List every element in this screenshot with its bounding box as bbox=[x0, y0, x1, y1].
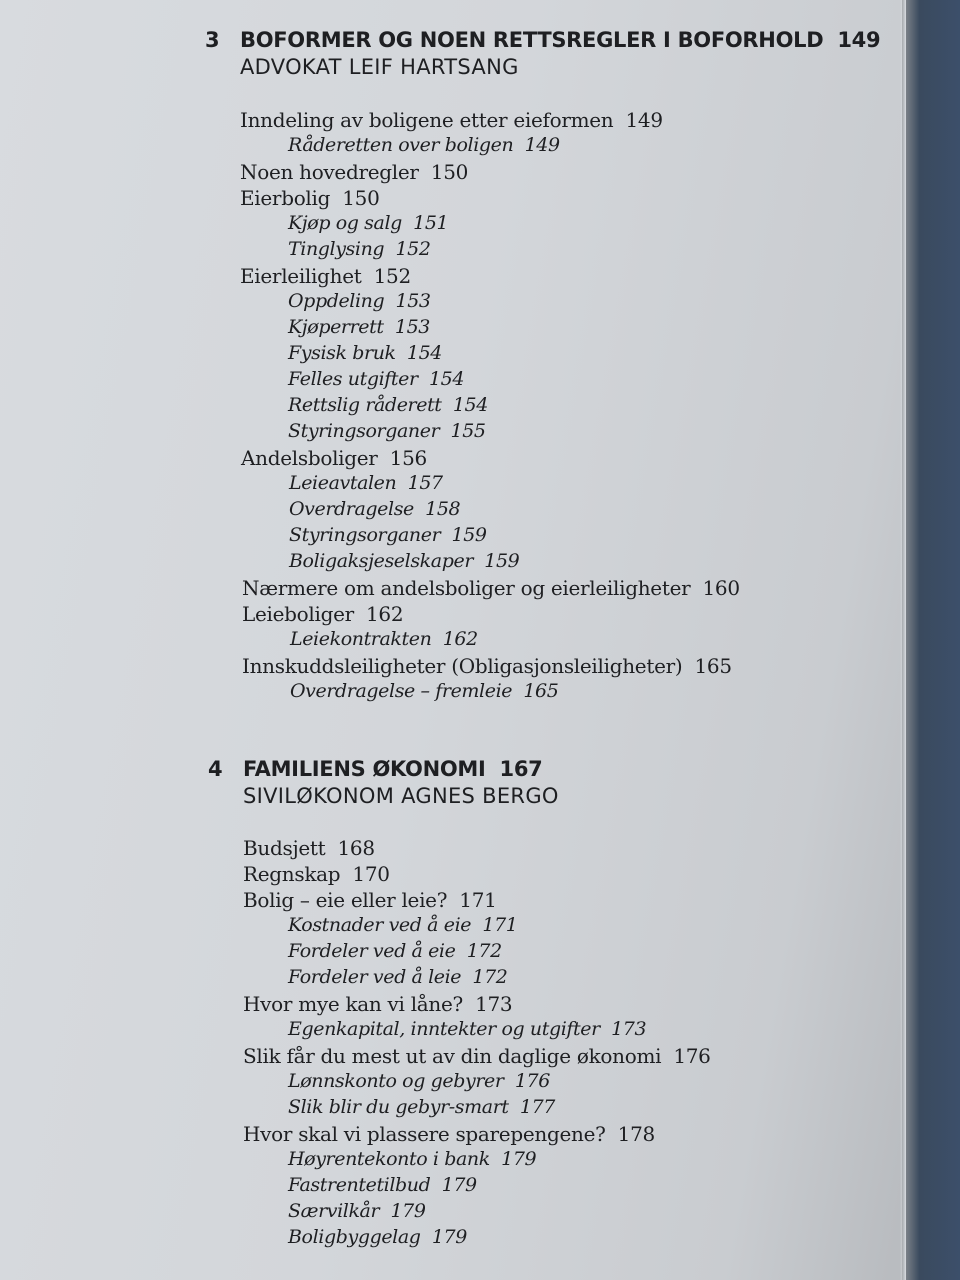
entry-page-number: 173 bbox=[599, 1018, 647, 1040]
entry-title: Leieavtalen bbox=[289, 472, 397, 494]
chapter-title-text: BOFORMER OG NOEN RETTSREGLER I BOFORHOLD bbox=[240, 28, 824, 52]
entry-page-number: 173 bbox=[462, 992, 513, 1016]
toc-subentry bbox=[288, 1148, 536, 1170]
entry-title: Eierbolig bbox=[240, 186, 331, 210]
entry-title: Leieboliger bbox=[242, 602, 354, 626]
entry-page-number: 176 bbox=[503, 1070, 550, 1092]
toc-subentry bbox=[288, 368, 464, 390]
toc-subentry bbox=[288, 420, 486, 442]
toc-subentry bbox=[288, 316, 430, 338]
entry-page-number: 165 bbox=[512, 680, 559, 702]
toc-subentry bbox=[288, 1174, 477, 1196]
entry-page-number: 149 bbox=[513, 134, 560, 156]
toc-entry bbox=[243, 1122, 655, 1146]
toc-subentry bbox=[288, 290, 431, 312]
toc-subentry bbox=[290, 680, 558, 702]
entry-page-number: 151 bbox=[401, 212, 449, 234]
entry-page-number: 152 bbox=[361, 264, 411, 288]
entry-page-number: 154 bbox=[417, 368, 465, 390]
entry-title: Kostnader ved å eie bbox=[288, 914, 472, 936]
entry-page-number: 172 bbox=[461, 966, 508, 988]
toc-subentry bbox=[288, 1096, 555, 1118]
entry-page-number: 179 bbox=[420, 1226, 467, 1248]
entry-page-number: 157 bbox=[396, 472, 443, 494]
entry-page-number: 178 bbox=[605, 1122, 655, 1146]
toc-entry bbox=[242, 602, 403, 626]
entry-title: Tinglysing bbox=[288, 238, 385, 260]
entry-title: Leiekontrakten bbox=[290, 628, 432, 650]
entry-title: Egenkapital, inntekter og utgifter bbox=[288, 1018, 600, 1040]
entry-title: Hvor mye kan vi låne? bbox=[243, 992, 463, 1016]
entry-page-number: 154 bbox=[395, 342, 443, 364]
entry-title: Rettslig råderett bbox=[288, 394, 442, 416]
toc-subentry bbox=[288, 914, 517, 936]
toc-entry bbox=[243, 862, 390, 886]
entry-page-number: 155 bbox=[439, 420, 486, 442]
entry-page-number: 170 bbox=[340, 862, 390, 886]
entry-page-number: 150 bbox=[418, 160, 469, 184]
entry-title: Overdragelse – fremleie bbox=[290, 680, 513, 702]
entry-title: Slik blir du gebyr-smart bbox=[288, 1096, 509, 1118]
entry-page-number: 162 bbox=[431, 628, 478, 650]
toc-entry bbox=[242, 576, 740, 600]
chapter-title-text: FAMILIENS ØKONOMI bbox=[243, 757, 486, 781]
entry-title: Andelsboliger bbox=[241, 446, 378, 470]
toc-subentry bbox=[288, 1200, 426, 1222]
entry-page-number: 152 bbox=[384, 238, 431, 260]
entry-title: Budsjett bbox=[243, 836, 326, 860]
entry-title: Nærmere om andelsboliger og eierleiligheter bbox=[242, 576, 691, 600]
toc-subentry bbox=[288, 966, 507, 988]
entry-title: Eierleilighet bbox=[240, 264, 362, 288]
toc-subentry bbox=[289, 472, 443, 494]
entry-title: Fysisk bruk bbox=[288, 342, 396, 364]
entry-title: Bolig – eie eller leie? bbox=[243, 888, 448, 912]
entry-page-number: 168 bbox=[325, 836, 375, 860]
entry-page-number: 179 bbox=[430, 1174, 477, 1196]
entry-page-number: 149 bbox=[613, 108, 663, 132]
toc-entry bbox=[240, 264, 411, 288]
entry-page-number: 171 bbox=[471, 914, 518, 936]
entry-title: Regnskap bbox=[243, 862, 341, 886]
entry-title: Kjøp og salg bbox=[288, 212, 402, 234]
entry-title: Råderetten over boligen bbox=[288, 134, 514, 156]
entry-title: Styringsorganer bbox=[289, 524, 441, 546]
toc-subentry bbox=[288, 238, 431, 260]
chapter-page-number: 149 bbox=[837, 28, 881, 52]
toc-subentry bbox=[289, 524, 487, 546]
chapter-title bbox=[240, 28, 880, 52]
chapter-author: ADVOKAT LEIF HARTSANG bbox=[240, 55, 519, 79]
entry-title: Særvilkår bbox=[288, 1200, 380, 1222]
toc-entry bbox=[243, 1044, 711, 1068]
entry-title: Boligaksjeselskaper bbox=[289, 550, 473, 572]
entry-page-number: 150 bbox=[330, 186, 380, 210]
entry-page-number: 171 bbox=[447, 888, 497, 912]
chapter-number: 4 bbox=[208, 757, 223, 781]
entry-title: Boligbyggelag bbox=[288, 1226, 421, 1248]
toc-subentry bbox=[288, 1018, 646, 1040]
entry-title: Styringsorganer bbox=[288, 420, 440, 442]
chapter-number: 3 bbox=[205, 28, 220, 52]
entry-title: Overdragelse bbox=[289, 498, 414, 520]
entry-title: Noen hovedregler bbox=[240, 160, 419, 184]
entry-page-number: 153 bbox=[384, 290, 431, 312]
toc-subentry bbox=[288, 342, 442, 364]
toc-entry bbox=[243, 888, 497, 912]
entry-page-number: 158 bbox=[413, 498, 461, 520]
toc-entry bbox=[241, 446, 427, 470]
entry-page-number: 160 bbox=[690, 576, 740, 600]
toc-entry bbox=[240, 186, 380, 210]
entry-title: Felles utgifter bbox=[288, 368, 418, 390]
toc-entry bbox=[242, 654, 732, 678]
entry-title: Kjøperrett bbox=[288, 316, 384, 338]
entry-title: Lønnskonto og gebyrer bbox=[288, 1070, 504, 1092]
entry-page-number: 179 bbox=[489, 1148, 537, 1170]
entry-title: Innskuddsleiligheter (Obligasjonsleiligheter) bbox=[242, 654, 683, 678]
entry-page-number: 176 bbox=[661, 1044, 711, 1068]
entry-title: Høyrentekonto i bank bbox=[288, 1148, 490, 1170]
entry-title: Fordeler ved å leie bbox=[288, 966, 462, 988]
chapter-author: SIVILØKONOM AGNES BERGO bbox=[243, 784, 559, 808]
toc-entry bbox=[243, 992, 512, 1016]
chapter-page-number: 167 bbox=[499, 757, 543, 781]
entry-title: Slik får du mest ut av din daglige økonomi bbox=[243, 1044, 662, 1068]
entry-title: Fordeler ved å eie bbox=[288, 940, 456, 962]
toc-entry bbox=[240, 160, 468, 184]
toc-subentry bbox=[290, 628, 478, 650]
entry-page-number: 179 bbox=[379, 1200, 426, 1222]
entry-page-number: 153 bbox=[383, 316, 430, 338]
entry-title: Fastrentetilbud bbox=[288, 1174, 431, 1196]
toc-subentry bbox=[288, 940, 502, 962]
entry-page-number: 172 bbox=[455, 940, 502, 962]
toc-subentry bbox=[289, 550, 519, 572]
page-edge-highlight bbox=[900, 0, 906, 1280]
toc-subentry bbox=[288, 1070, 550, 1092]
chapter-title bbox=[243, 757, 542, 781]
entry-page-number: 156 bbox=[377, 446, 427, 470]
entry-page-number: 165 bbox=[682, 654, 732, 678]
entry-title: Oppdeling bbox=[288, 290, 385, 312]
toc-entry bbox=[243, 836, 375, 860]
toc-subentry bbox=[288, 394, 488, 416]
page-edge bbox=[902, 0, 960, 1280]
toc-subentry bbox=[288, 212, 448, 234]
entry-page-number: 154 bbox=[441, 394, 488, 416]
entry-page-number: 159 bbox=[473, 550, 520, 572]
entry-title: Hvor skal vi plassere sparepengene? bbox=[243, 1122, 606, 1146]
toc-subentry bbox=[288, 1226, 467, 1248]
entry-page-number: 159 bbox=[440, 524, 487, 546]
entry-page-number: 162 bbox=[353, 602, 404, 626]
entry-title: Inndeling av boligene etter eieformen bbox=[240, 108, 614, 132]
toc-entry bbox=[240, 108, 663, 132]
entry-page-number: 177 bbox=[508, 1096, 555, 1118]
toc-subentry bbox=[288, 134, 560, 156]
toc-subentry bbox=[289, 498, 460, 520]
